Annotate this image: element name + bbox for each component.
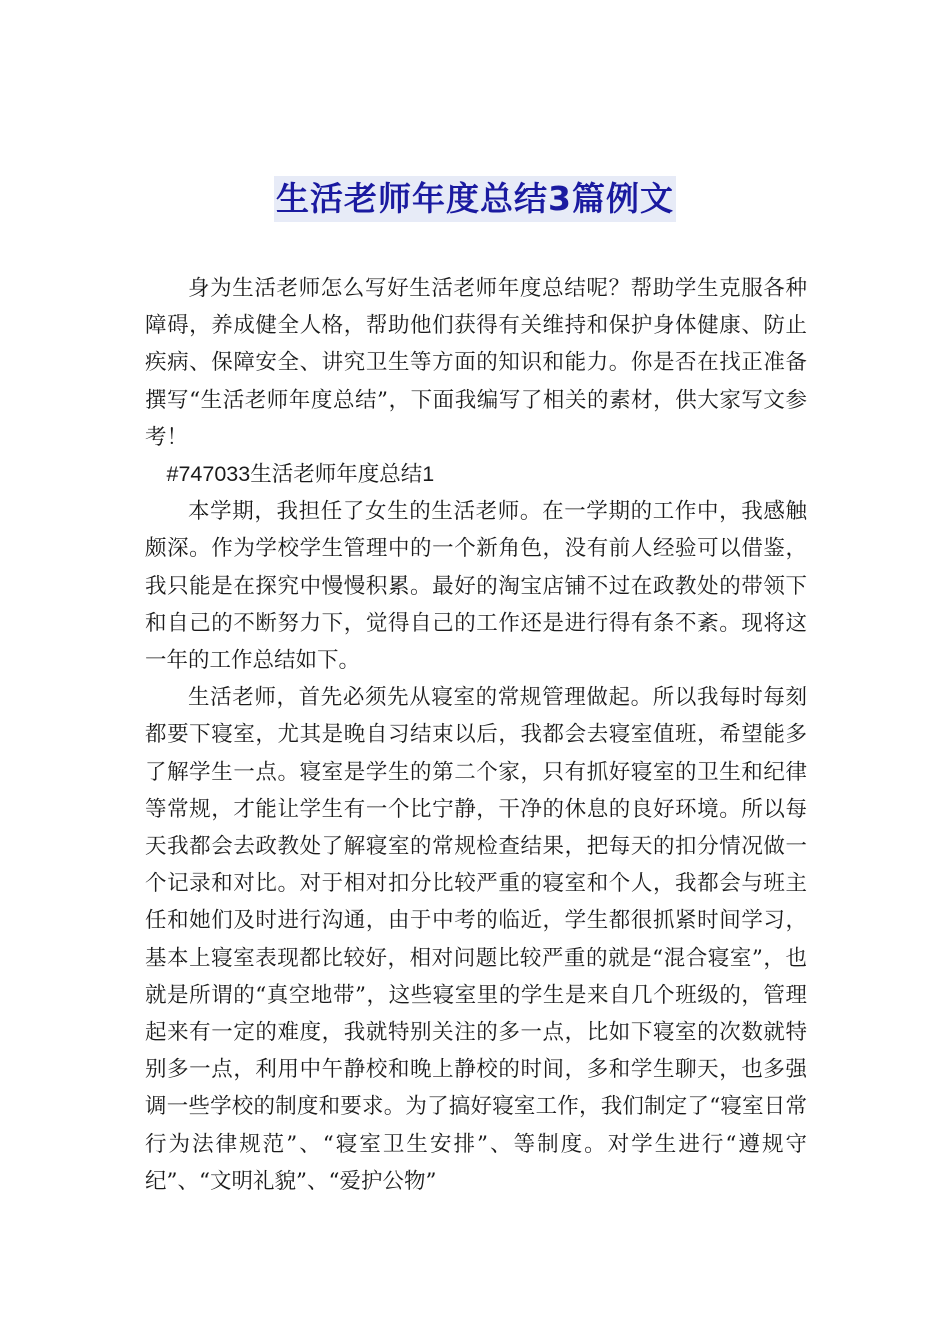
document-body <box>145 270 807 1200</box>
document-title: 生活老师年度总结3篇例文 <box>274 176 676 222</box>
intro-paragraph: 身为生活老师怎么写好生活老师年度总结呢？帮助学生克服各种障碍，养成健全人格，帮助他们获得有关维持和保护身体健康、防止疾病、保障安全、讲究卫生等方面的知识和能力。你是否在找正准备撰写“生活老师年度总结”，下面我编写了相关的素材，供大家写文参考！ <box>145 276 807 450</box>
section-heading: #747033生活老师年度总结1 <box>166 462 435 487</box>
body-paragraph-2: 生活老师，首先必须先从寝室的常规管理做起。所以我每时每刻都要下寝室，尤其是晚自习结束以后，我都会去寝室值班，希望能多了解学生一点。寝室是学生的第二个家，只有抓好寝室的卫生和纪律等常规，才能让学生有一个比宁静，干净的休息的良好环境。所以每天我都会去政教处了解寝室的常规检查结果，把每天的扣分情况做一个记录和对比。对于相对扣分比较严重的寝室和个人，我都会与班主任和她们及时进行沟通，由于中考的临近，学生都很抓紧时间学习，基本上寝室表现都比较好，相对问题比较严重的就是“混合寝室”，也就是所谓的“真空地带”，这些寝室里的学生是来自几个班级的，管理起来有一定的难度，我就特别关注的多一点，比如下寝室的次数就特别多一点，利用中午静校和晚上静校的时间，多和学生聊天，也多强调一些学校的制度和要求。为了搞好寝室工作，我们制定了“寝室日常行为法律规范”、“寝室卫生安排”、等制度。对学生进行“遵规守纪”、“文明礼貌”、“爱护公物” <box>145 685 807 1194</box>
body-paragraph-1: 本学期，我担任了女生的生活老师。在一学期的工作中，我感触颇深。作为学校学生管理中的一个新角色，没有前人经验可以借鉴，我只能是在探究中慢慢积累。最好的淘宝店铺不过在政教处的带领下和自己的不断努力下，觉得自己的工作还是进行得有条不紊。现将这一年的工作总结如下。 <box>145 499 807 674</box>
title-container <box>0 176 950 222</box>
